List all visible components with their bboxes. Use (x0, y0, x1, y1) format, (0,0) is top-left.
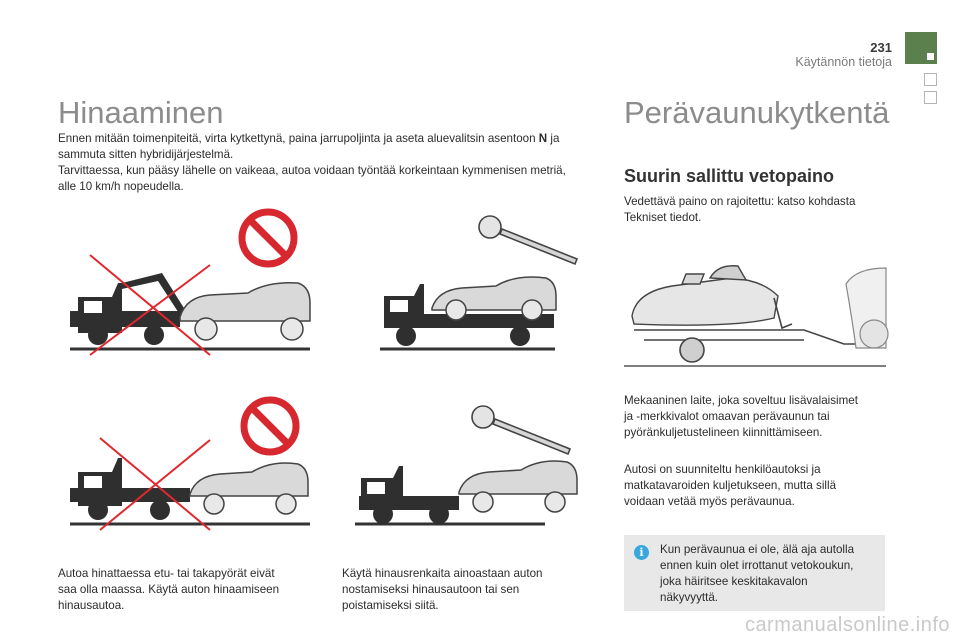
tech-data-paragraph: Vedettävä paino on rajoitettu: katso kohdasta Tekniset tiedot. (624, 195, 856, 224)
illustration-dolly-tow-prohibited (60, 390, 320, 535)
illustration-lift-tow-prohibited (60, 205, 320, 355)
caption-towing-eye: Käytä hinausrenkaita ainoastaan auton nostamiseksi hinausautoon tai sen poistamiseksi siitä. (342, 567, 543, 612)
prohibited-icon (242, 212, 294, 264)
info-note-box (624, 535, 885, 611)
intro-paragraph: Ennen mitään toimenpiteitä, virta kytkettynä, paina jarrupoljinta ja aseta aluevalitsin asentoon N ja sammuta sitten hybridijärjestelmä. Tarvittaessa, kun pääsy lähelle on vaikeaa, autoa voidaan työntää korkeintaan kymmenisen metriä, alle 10 km/h nopeudella. (58, 132, 566, 193)
chapter-tab[interactable] (924, 91, 937, 104)
info-note-text: Kun perävaunua ei ole, älä aja autolla ennen kuin olet irrottanut vetokoukun, joka häiritsee keskitakavalon näkyvyyttä. (660, 543, 855, 604)
towing-eye-icon (479, 216, 577, 264)
chapter-tab[interactable] (924, 73, 937, 86)
prohibited-icon (244, 400, 296, 452)
illustration-flatbed-allowed (380, 210, 600, 355)
page-number: 231 (870, 40, 892, 55)
towing-eye-icon (472, 406, 570, 454)
illustration-wheel-lift-allowed (355, 400, 600, 535)
subheading-max-towing-weight: Suurin sallittu vetopaino (624, 166, 835, 186)
mechanical-device-paragraph: Mekaaninen laite, joka soveltuu lisävalaisimet ja -merkkivalot omaavan perävaunun tai pyöränkuljetustelineen kiinnittämiseen. (624, 394, 858, 439)
section-title: Käytännön tietoja (795, 55, 892, 69)
page-title-towing: Hinaaminen (58, 95, 224, 130)
watermark: carmanualsonline.info (744, 614, 950, 636)
chapter-tab-active[interactable] (905, 32, 937, 64)
page-title-towbar: Perävaunukytkentä (624, 95, 890, 130)
vehicle-use-paragraph: Autosi on suunniteltu henkilöautoksi ja matkatavaroiden kuljetukseen, mutta sillä voidaan vetää myös perävaunua. (624, 463, 837, 508)
caption-lift-tow: Autoa hinattaessa etu- tai takapyörät eivät saa olla maassa. Käytä auton hinaamiseen hinausautoa. (58, 567, 280, 612)
info-icon: i (634, 545, 649, 560)
illustration-jetski-trailer (624, 258, 886, 373)
